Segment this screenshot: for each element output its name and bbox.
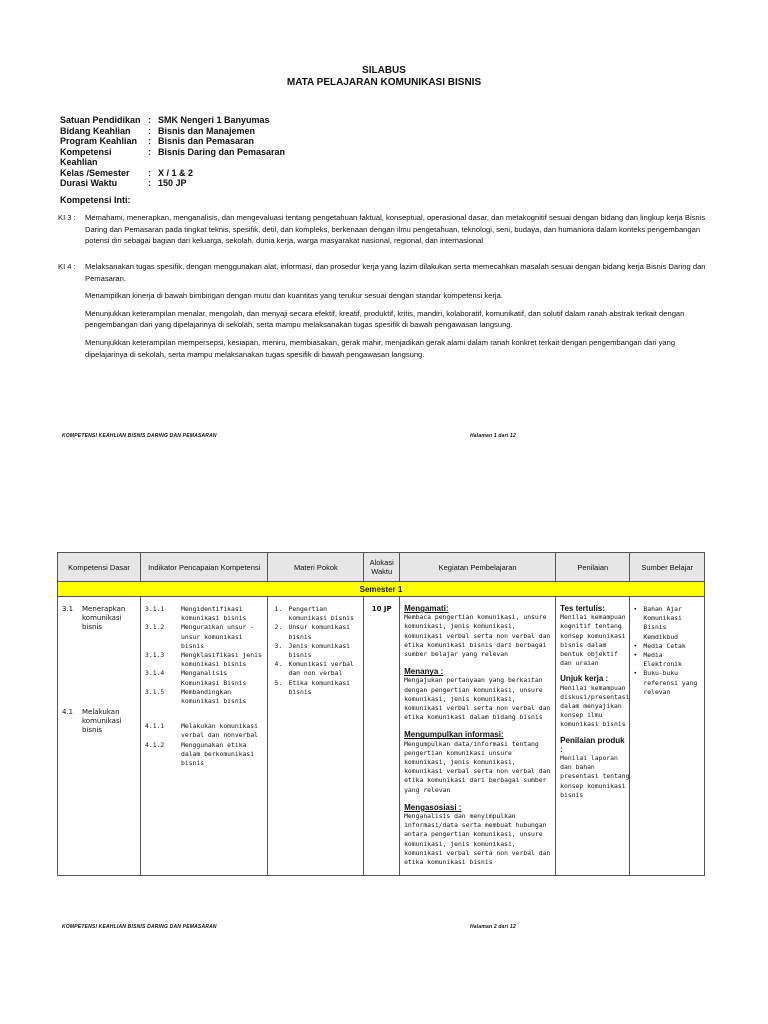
kd-item: 3.1 Menerapkan komunikasi bisnis — [62, 605, 126, 631]
identity-value: 150 JP — [158, 178, 187, 188]
header-cell: Alokasi Waktu — [364, 553, 400, 582]
identity-value: Bisnis dan Pemasaran — [158, 136, 255, 146]
table-header-row — [58, 553, 705, 582]
kd-cell — [58, 597, 141, 876]
materi-cell — [268, 597, 364, 876]
ki-heading: Kompetensi Inti: — [60, 195, 131, 205]
ki4-paragraph: Menunjukkan keterampilan menalar, mengolah, dan menyaji secara efektif, kreatif, produktif, kritis, mandiri, kolaboratif, komunikatif, dan solutif dalam ranah abstrak terkait dengan pengembangan dari yang dipelajarinya di sekolah, serta mampu melaksanakan tugas spesifik di bawah pengawasan langsung. — [85, 308, 685, 330]
ki3-label: KI 3 : — [58, 213, 76, 222]
header-cell: Indikator Pencapaian Kompetensi — [141, 553, 268, 582]
bullet-icon: • — [633, 651, 638, 660]
sumber-item — [630, 605, 704, 642]
identity-colon: : — [148, 125, 151, 136]
ki4-block — [58, 261, 708, 366]
penilaian-text: Menilai kemampuan diskusi/presentasi dalam menyajikan konsep ilmu komunikasi bisnis — [560, 683, 630, 729]
semester-row — [58, 582, 705, 597]
materi-number: 4. — [274, 660, 283, 669]
kegiatan-text: Mengumpulkan data/informasi tentang pengertian komunikasi unsure komunikasi, jenis komunikasi, komunikasi verbal serta non verbal dan etika komunikasi dari berbagai sumber yang relevan — [404, 739, 551, 794]
indikator-text: Menganalisis Komunikasi Bisnis — [181, 669, 247, 687]
indikator-item — [141, 722, 267, 740]
kegiatan-heading: Mengasosiasi : — [404, 802, 462, 812]
doc-subtitle: MATA PELAJARAN KOMUNIKASI BISNIS — [286, 77, 482, 88]
doc-title: SILABUS — [362, 65, 406, 76]
penilaian-section — [556, 604, 629, 668]
indikator-number: 3.1.2 — [145, 623, 165, 632]
penilaian-section — [556, 674, 629, 729]
ki4-label: KI 4 : — [58, 262, 76, 271]
footer-left-2: KOMPETENSI KEAHLIAN BISNIS DARING DAN PEMASARAN — [62, 924, 217, 930]
identity-label: Durasi Waktu — [60, 178, 118, 188]
kd-item: 4.1 Melakukan komunikasi bisnis — [62, 708, 122, 734]
materi-item — [268, 642, 363, 660]
sumber-item — [630, 669, 704, 697]
indikator-item — [141, 688, 267, 706]
identity-colon: : — [148, 167, 151, 178]
sumber-cell — [630, 597, 705, 876]
semester-label: Semester 1 — [58, 582, 705, 597]
identity-colon: : — [148, 146, 151, 157]
kegiatan-text: Membaca pengertian komunikasi, unsure komunikasi, jenis komunikasi, komunikasi verbal serta non verbal dan etika komunikasi bisnis dari berbagai sumber belajar yang relevan — [404, 613, 551, 659]
indikator-number: 3.1.5 — [145, 687, 165, 696]
identity-label: Kompetensi Keahlian — [60, 146, 112, 167]
materi-number: 1. — [274, 605, 283, 613]
ki3-text: Memahami, menerapkan, menganalisis, dan mengevaluasi tentang pengetahuan faktual, konseptual, operasional dasar, dan metakognitif sesuai dengan bidang dan lingkup kerja Bisnis Daring dan Pemasaran pada tingkat teknis, spesifik, detil, dan kompleks, berkenaan dengan ilmu pengetahuan, teknologi, seni, budaya, dan humaniora dalam konteks pengembangan potensi diri sebagai bagian dari keluarga, sekolah, dunia kerja, warga masyarakat nasional, regional, dan internasional — [85, 213, 706, 246]
ki3-block — [58, 212, 708, 247]
indikator-number: 4.1.1 — [145, 722, 165, 731]
indikator-cell — [141, 597, 268, 876]
penilaian-text: Menilai laporan dan bahan presentasi tentang konsep komunikasi bisnis — [560, 754, 630, 799]
kegiatan-section — [400, 803, 555, 867]
indikator-text: Menguraikan unsur - unsur komunikasi bisnis — [181, 623, 255, 650]
kegiatan-section — [400, 667, 555, 722]
indikator-number: 4.1.2 — [145, 740, 165, 749]
kegiatan-cell — [400, 597, 556, 876]
indikator-item — [141, 669, 267, 687]
identity-value: X / 1 & 2 — [158, 167, 194, 178]
identity-value: Bisnis dan Manajemen — [158, 125, 256, 136]
table-row — [58, 597, 705, 876]
header-cell: Sumber Belajar — [630, 553, 705, 582]
indikator-text: Mengklasifikasi jenis komunikasi bisnis — [181, 651, 262, 669]
bullet-icon: • — [633, 669, 638, 678]
bullet-icon: • — [633, 641, 638, 650]
ki4-paragraph: Menampilkan kinerja di bawah bimbingan dengan mutu dan kuantitas yang terukur sesuai dengan standar kompetensi kerja. — [85, 291, 503, 301]
penilaian-heading: Unjuk kerja : — [560, 674, 609, 684]
sumber-text: Buku-buku referensi yang relevan — [643, 669, 698, 696]
identity-row — [60, 168, 285, 179]
materi-text: Jenis komunikasi bisnis — [288, 641, 351, 660]
penilaian-text: Menilai kemampuan kognitif tentang konsep komunikasi bisnis dalam bentuk objektif dan uraian — [560, 613, 626, 668]
kegiatan-section — [400, 604, 555, 659]
materi-text: Unsur komunikasi bisnis — [288, 623, 351, 641]
identity-row — [60, 126, 285, 137]
identity-value: Bisnis Daring dan Pemasaran — [158, 146, 286, 157]
materi-item — [268, 623, 363, 641]
header-cell: Penilaian — [556, 553, 630, 582]
header-cell: Materi Pokok — [268, 553, 364, 582]
materi-number: 2. — [274, 623, 283, 632]
indikator-text: Membandingkan komunikasi bisnis — [181, 687, 247, 706]
identity-row — [60, 178, 285, 189]
identity-colon: : — [148, 136, 151, 146]
materi-item — [268, 660, 363, 678]
sumber-item — [630, 642, 704, 651]
ki4-paragraph: Melaksanakan tugas spesifik, dengan menggunakan alat, informasi, dan prosedur kerja yang lazim dilakukan serta memecahkan masalah sesuai dengan bidang kerja Bisnis Daring dan Pemasaran. — [85, 262, 706, 283]
materi-item — [268, 605, 363, 623]
indikator-item — [141, 623, 267, 651]
header-cell: Kompetensi Dasar — [58, 553, 141, 582]
sumber-text: Media Elektronik — [643, 651, 682, 669]
identity-row — [60, 147, 285, 168]
footer-right-1: Halaman 1 dari 12 — [470, 433, 516, 439]
penilaian-section — [556, 736, 629, 800]
materi-text: Etika komunikasi bisnis — [288, 678, 351, 696]
indikator-text: Menggunakan etika dalam berkomunikasi bisnis — [181, 740, 255, 768]
indikator-item — [141, 651, 267, 669]
identity-label: Bidang Keahlian — [60, 125, 131, 136]
penilaian-cell — [556, 597, 630, 876]
kegiatan-text: Menganalisis dan menyimpulkan informasi/data serta membuat hubungan antara pengertian komunikasi, unsure komunikasi, jenis komunikasi, komunikasi verbal serta non verbal dan etika komunikasi bisnis — [404, 812, 551, 867]
kegiatan-heading: Menanya : — [404, 667, 444, 677]
identity-label: Program Keahlian — [60, 136, 138, 146]
sumber-item — [630, 651, 704, 669]
materi-item — [268, 679, 363, 697]
syllabus-table — [57, 552, 705, 876]
identity-table — [60, 115, 285, 189]
alokasi-cell: 10 JP — [364, 597, 400, 876]
kegiatan-heading: Mengumpulkan informasi: — [404, 730, 504, 740]
sumber-text: Media Cetak — [643, 641, 686, 650]
identity-colon: : — [148, 115, 151, 125]
materi-number: 3. — [274, 641, 283, 650]
materi-text: Komunikasi verbal dan non verbal — [288, 660, 354, 678]
identity-label: Satuan Pendidikan — [60, 115, 141, 125]
identity-value: SMK Nengeri 1 Banyumas — [158, 115, 270, 125]
indikator-text: Mengidentifikasi komunikasi bisnis — [181, 605, 247, 623]
identity-colon: : — [148, 178, 151, 188]
kegiatan-text: Mengajukan pertanyaan yang berkaitan dengan pengertian komunikasi, unsure komunikasi, jenis komunikasi, komunikasi verbal serta non verbal dan etika komunikasi dalam bidang bisnis — [404, 676, 551, 722]
bullet-icon: • — [633, 605, 638, 613]
ki4-paragraph: Menunjukkan keterampilan mempersepsi, kesiapan, meniru, membiasakan, gerak mahir, menjadikan gerak alami dalam ranah konkret terkait dengan pengembangan dari yang dipelajarinya di sekolah, serta mampu melaksanakan tugas spesifik di bawah pengawasan langsung. — [85, 337, 676, 359]
indikator-number: 3.1.4 — [145, 669, 165, 678]
penilaian-heading: Penilaian produk : — [560, 735, 625, 754]
header-cell: Kegiatan Pembelajaran — [400, 553, 556, 582]
indikator-number: 3.1.1 — [145, 605, 165, 613]
indikator-number: 3.1.3 — [145, 651, 165, 660]
identity-row — [60, 115, 285, 126]
identity-label: Kelas /Semester — [60, 167, 130, 178]
penilaian-heading: Tes tertulis: — [560, 604, 605, 613]
footer-left-1: KOMPETENSI KEAHLIAN BISNIS DARING DAN PEMASARAN — [62, 433, 217, 439]
materi-text: Pengertian komunikasi bisnis — [288, 605, 354, 623]
identity-row — [60, 136, 285, 147]
sumber-text: Bahan Ajar Komunikasi Bisnis Kemdikbud — [643, 605, 682, 641]
indikator-text: Melakukan komunikasi verbal dan nonverbal — [181, 722, 258, 740]
footer-right-2: Halaman 2 dari 12 — [470, 924, 516, 930]
indikator-item — [141, 605, 267, 623]
indikator-item — [141, 741, 267, 769]
kegiatan-heading: Mengamati: — [404, 604, 449, 613]
materi-number: 5. — [274, 678, 283, 687]
kegiatan-section — [400, 730, 555, 794]
